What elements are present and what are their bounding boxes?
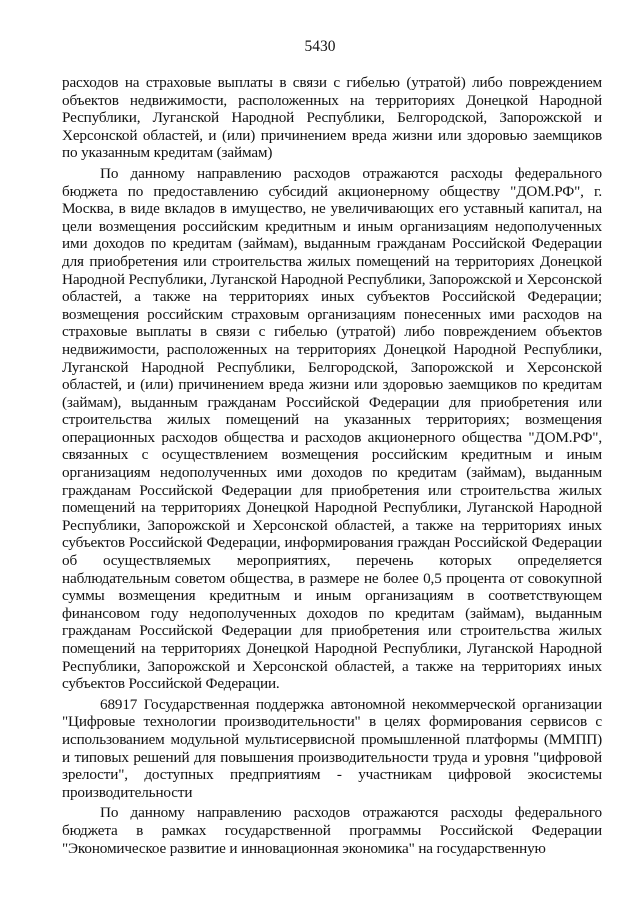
document-body — [62, 74, 602, 857]
paragraph-68917-heading: 68917 Государственная поддержка автономной некоммерческой организации "Цифровые технологии производительности" в целях формирования сервисов с использованием модульной мультисервисной промышленной платформы (ММПП) и типовых решений для повышения производительности труда и уровня "цифровой зрелости", доступных предприятиям - участникам цифровой экосистемы производительности — [62, 695, 602, 801]
paragraph-continuation: расходов на страховые выплаты в связи с гибелью (утратой) либо повреждением объектов недвижимости, расположенных на территориях Донецкой Народной Республики, Луганской Народной Республики, Белгородской, Запорожской и Херсонской областей, и (или) причинением вреда жизни или здоровью заемщиков по указанным кредитам (займам) — [62, 74, 602, 162]
paragraph-domrf-description: По данному направлению расходов отражаются расходы федерального бюджета по предоставлению субсидий акционерному обществу "ДОМ.РФ", г. Москва, в виде вкладов в имущество, не увеличивающих его уставный капитал, на цели возмещения российским кредитным и иным организациям недополученных ими доходов по кредитам (займам), выданным гражданам Российской Федерации для приобретения или строительства жилых помещений на территориях Донецкой Народной Республики, Луганской Народной Республики, Запорожской и Херсонской областей, а также на территориях иных субъектов Российской Федерации; возмещения российским страховым организациям понесенных ими расходов на страховые выплаты в связи с гибелью (утратой) либо повреждением объектов недвижимости, расположенных на территориях Донецкой Народной Республики, Луганской Народной Республики, Белгородской, Запорожской и Херсонской областей, и (или) причинением вреда жизни или здоровью заемщиков по кредитам (займам), выданным гражданам Российской Федерации для приобретения или строительства жилых помещений на указанных территориях; возмещения операционных расходов общества и расходов акционерного общества "ДОМ.РФ", связанных с осуществлением возмещения российским кредитным и иным организациям недополученных ими доходов по кредитам (займам), выданным гражданам Российской Федерации для приобретения или строительства жилых помещений на территориях Донецкой Народной Республики, Луганской Народной Республики, Запорожской и Херсонской областей, а также на территориях иных субъектов Российской Федерации, информирования граждан Российской Федерации об осуществляемых мероприятиях, перечень которых определяется наблюдательным советом общества, в размере не более 0,5 процента от совокупной суммы возмещения кредитным и иным организациям в соответствующем финансовом году недополученных доходов по кредитам (займам), выданным гражданам Российской Федерации для приобретения или строительства жилых помещений на территориях Донецкой Народной Республики, Луганской Народной Республики, Запорожской и Херсонской областей, а также на территориях иных субъектов Российской Федерации. — [62, 164, 602, 693]
paragraph-68917-description: По данному направлению расходов отражаются расходы федерального бюджета в рамках государственной программы Российской Федерации "Экономическое развитие и инновационная экономика" на государственную — [62, 804, 602, 857]
page-number: 5430 — [304, 38, 336, 55]
